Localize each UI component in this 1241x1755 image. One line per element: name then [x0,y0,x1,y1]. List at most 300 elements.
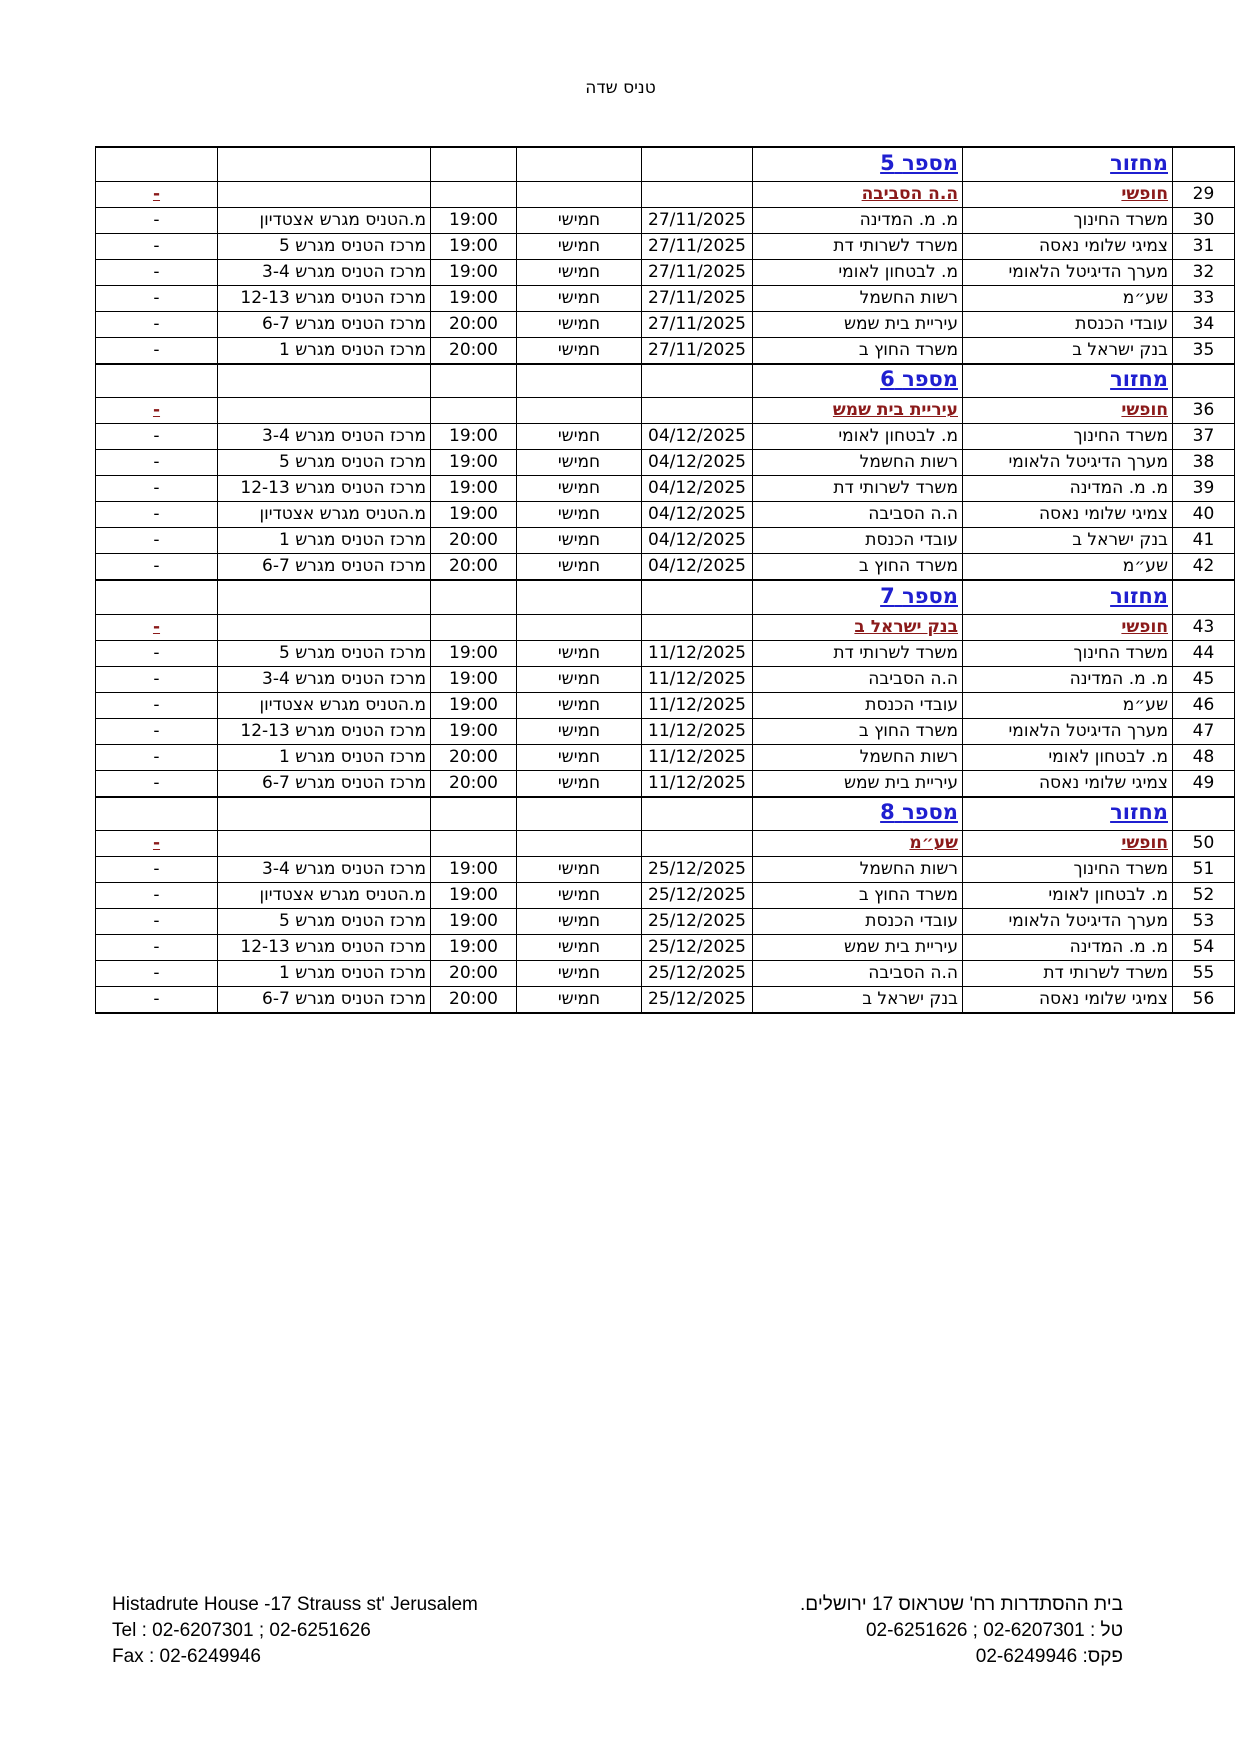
game-date: 04/12/2025 [642,424,753,450]
game-day: חמישי [517,502,642,528]
game-day: חמישי [517,640,642,666]
game-venue: מרכז הטניס מגרש 3-4 [218,857,431,883]
row-number: 29 [1173,181,1235,207]
round-label: מחזור [1110,367,1168,392]
game-away-team: רשות החשמל [753,450,963,476]
game-date: 25/12/2025 [642,935,753,961]
game-result: - [96,770,218,797]
game-day: חמישי [517,666,642,692]
game-date: 04/12/2025 [642,450,753,476]
game-home-team: עובדי הכנסת [963,311,1173,337]
game-result: - [96,744,218,770]
empty-cell [517,364,642,398]
game-time: 19:00 [431,909,517,935]
table-row [96,337,1235,364]
empty-cell [642,147,753,181]
row-number: 53 [1173,909,1235,935]
game-day: חמישי [517,424,642,450]
game-time: 19:00 [431,259,517,285]
empty-cell [96,797,218,831]
table-row [96,961,1235,987]
row-number: 55 [1173,961,1235,987]
game-day: חמישי [517,961,642,987]
table-row [96,770,1235,797]
game-result: - [96,961,218,987]
game-home-team: שע״מ [963,554,1173,581]
game-home-team: משרד החינוך [963,207,1173,233]
game-venue: מרכז הטניס מגרש 1 [218,528,431,554]
footer-address-en: Histadrute House -17 Strauss st' Jerusalem [112,1594,478,1615]
empty-cell [431,147,517,181]
game-away-team: משרד לשרותי דת [753,233,963,259]
game-time: 19:00 [431,424,517,450]
empty-cell [431,614,517,640]
empty-cell [642,364,753,398]
bye-result: - [152,400,161,420]
row-number: 50 [1173,831,1235,857]
row-number: 31 [1173,233,1235,259]
game-date: 27/11/2025 [642,337,753,364]
game-result: - [96,502,218,528]
round-header-row [96,797,1235,831]
empty-cell [1173,147,1235,181]
game-home-team: מערך הדיגיטל הלאומי [963,450,1173,476]
game-day: חמישי [517,476,642,502]
game-away-team: מ. לבטחון לאומי [753,259,963,285]
game-venue: מרכז הטניס מגרש 6-7 [218,770,431,797]
empty-cell [1173,580,1235,614]
game-date: 11/12/2025 [642,718,753,744]
row-number: 49 [1173,770,1235,797]
game-result: - [96,987,218,1014]
game-day: חמישי [517,337,642,364]
empty-cell [431,364,517,398]
empty-cell [431,580,517,614]
game-result: - [96,640,218,666]
game-date: 11/12/2025 [642,692,753,718]
row-number: 37 [1173,424,1235,450]
bye-team: עיריית בית שמש [832,400,958,420]
game-time: 19:00 [431,692,517,718]
row-number: 44 [1173,640,1235,666]
bye-label-cell [963,831,1173,857]
footer-fax-en: Fax : 02-6249946 [112,1646,261,1667]
empty-cell [517,147,642,181]
game-date: 25/12/2025 [642,883,753,909]
game-result: - [96,909,218,935]
bye-team: בנק ישראל ב [854,616,958,637]
game-away-team: עובדי הכנסת [753,692,963,718]
bye-team-cell [753,181,963,207]
game-venue: מרכז הטניס מגרש 5 [218,640,431,666]
round-number [880,584,958,608]
round-number-prefix: מספר [902,367,958,392]
table-row [96,311,1235,337]
row-number: 39 [1173,476,1235,502]
footer-fax-he: פקס: 02-6249946 [975,1646,1123,1667]
game-away-team: מ. מ. המדינה [753,207,963,233]
game-away-team: עיריית בית שמש [753,311,963,337]
game-venue: מרכז הטניס מגרש 12-13 [218,285,431,311]
table-row [96,857,1235,883]
game-date: 11/12/2025 [642,770,753,797]
game-home-team: משרד לשרותי דת [963,961,1173,987]
game-time: 19:00 [431,207,517,233]
game-day: חמישי [517,207,642,233]
game-away-team: רשות החשמל [753,285,963,311]
game-away-team: עובדי הכנסת [753,528,963,554]
game-away-team: רשות החשמל [753,857,963,883]
game-venue: מרכז הטניס מגרש 12-13 [218,718,431,744]
table-row [96,718,1235,744]
game-time: 20:00 [431,961,517,987]
game-result: - [96,666,218,692]
bye-team-cell [753,614,963,640]
footer-tel-he: טל : 02-6207301 ; 02-6251626 [865,1620,1123,1641]
empty-cell [1173,797,1235,831]
table-row [96,502,1235,528]
table-row [96,640,1235,666]
game-home-team: משרד החינוך [963,857,1173,883]
game-time: 20:00 [431,770,517,797]
round-number-value: 7 [880,583,895,608]
game-venue: מרכז הטניס מגרש 3-4 [218,259,431,285]
game-home-team: מ. מ. המדינה [963,476,1173,502]
game-home-team: בנק ישראל ב [963,337,1173,364]
round-number-prefix: מספר [902,800,958,825]
footer-tel-en: Tel : 02-6207301 ; 02-6251626 [112,1620,371,1641]
game-venue: מרכז הטניס מגרש 6-7 [218,311,431,337]
game-home-team: בנק ישראל ב [963,528,1173,554]
game-home-team: צמיגי שלומי נאסה [963,233,1173,259]
game-result: - [96,311,218,337]
empty-cell [642,831,753,857]
game-home-team: משרד החינוך [963,640,1173,666]
game-result: - [96,233,218,259]
game-home-team: צמיגי שלומי נאסה [963,770,1173,797]
row-number: 34 [1173,311,1235,337]
game-home-team: מ. לבטחון לאומי [963,744,1173,770]
table-row [96,424,1235,450]
game-home-team: מ. מ. המדינה [963,935,1173,961]
game-time: 20:00 [431,744,517,770]
game-result: - [96,935,218,961]
game-venue: מרכז הטניס מגרש 1 [218,337,431,364]
game-away-team: משרד החוץ ב [753,718,963,744]
bye-team-cell [753,398,963,424]
round-number-cell [753,797,963,831]
round-header-row [96,364,1235,398]
game-away-team: ה.ה הסביבה [753,961,963,987]
table-row [96,285,1235,311]
game-day: חמישי [517,259,642,285]
empty-cell [642,181,753,207]
bye-label: חופשי [1121,183,1168,204]
round-header-row [96,580,1235,614]
game-day: חמישי [517,450,642,476]
empty-cell [218,364,431,398]
game-time: 19:00 [431,233,517,259]
game-day: חמישי [517,692,642,718]
round-number [880,151,958,175]
game-result: - [96,883,218,909]
game-away-team: משרד החוץ ב [753,554,963,581]
table-row [96,476,1235,502]
empty-cell [1173,364,1235,398]
bye-result-cell [96,398,218,424]
game-home-team: מערך הדיגיטל הלאומי [963,718,1173,744]
page-title: טניס שדה [585,78,656,98]
game-day: חמישי [517,528,642,554]
footer-hebrew [800,1592,1123,1670]
game-time: 19:00 [431,450,517,476]
game-day: חמישי [517,935,642,961]
game-date: 04/12/2025 [642,502,753,528]
game-time: 19:00 [431,476,517,502]
game-day: חמישי [517,233,642,259]
game-result: - [96,424,218,450]
game-home-team: מ. לבטחון לאומי [963,883,1173,909]
table-row [96,883,1235,909]
bye-label: חופשי [1121,833,1168,853]
game-venue: מ.הטניס מגרש אצטדיון [218,883,431,909]
table-row [96,528,1235,554]
game-away-team: משרד החוץ ב [753,337,963,364]
empty-cell [517,181,642,207]
game-venue: מרכז הטניס מגרש 6-7 [218,987,431,1014]
bye-label-cell [963,398,1173,424]
empty-cell [642,398,753,424]
game-away-team: בנק ישראל ב [753,987,963,1014]
game-result: - [96,337,218,364]
row-number: 52 [1173,883,1235,909]
game-day: חמישי [517,285,642,311]
game-date: 04/12/2025 [642,528,753,554]
game-date: 11/12/2025 [642,744,753,770]
bye-team: שע״מ [909,833,958,853]
game-home-team: שע״מ [963,692,1173,718]
game-time: 20:00 [431,528,517,554]
game-time: 19:00 [431,640,517,666]
game-result: - [96,207,218,233]
game-result: - [96,450,218,476]
empty-cell [431,181,517,207]
empty-cell [517,580,642,614]
bye-result: - [152,833,161,853]
bye-result: - [152,183,161,204]
schedule-body [96,147,1235,1013]
empty-cell [431,797,517,831]
game-result: - [96,476,218,502]
game-venue: מרכז הטניס מגרש 12-13 [218,476,431,502]
row-number: 35 [1173,337,1235,364]
table-row [96,987,1235,1014]
game-day: חמישי [517,718,642,744]
game-away-team: עובדי הכנסת [753,909,963,935]
game-result: - [96,554,218,581]
bye-team-cell [753,831,963,857]
game-result: - [96,528,218,554]
row-number: 42 [1173,554,1235,581]
game-date: 04/12/2025 [642,554,753,581]
round-label-cell [963,364,1173,398]
game-day: חמישי [517,744,642,770]
table-row [96,909,1235,935]
footer-address-he: בית ההסתדרות רח' שטראוס 17 ירושלים. [800,1594,1123,1615]
game-time: 20:00 [431,987,517,1014]
empty-cell [517,831,642,857]
game-away-team: מ. לבטחון לאומי [753,424,963,450]
game-venue: מרכז הטניס מגרש 6-7 [218,554,431,581]
game-result: - [96,692,218,718]
empty-cell [431,398,517,424]
game-away-team: עיריית בית שמש [753,770,963,797]
game-home-team: מערך הדיגיטל הלאומי [963,259,1173,285]
table-row [96,207,1235,233]
game-away-team: עיריית בית שמש [753,935,963,961]
bye-result-cell [96,831,218,857]
game-home-team: שע״מ [963,285,1173,311]
game-date: 25/12/2025 [642,909,753,935]
bye-row [96,398,1235,424]
round-label-cell [963,147,1173,181]
round-number [880,800,958,824]
table-row [96,744,1235,770]
game-venue: מ.הטניס מגרש אצטדיון [218,502,431,528]
game-home-team: מערך הדיגיטל הלאומי [963,909,1173,935]
game-venue: מרכז הטניס מגרש 3-4 [218,424,431,450]
empty-cell [517,797,642,831]
row-number: 33 [1173,285,1235,311]
game-home-team: משרד החינוך [963,424,1173,450]
empty-cell [96,364,218,398]
game-day: חמישי [517,857,642,883]
game-away-team: משרד לשרותי דת [753,476,963,502]
empty-cell [642,580,753,614]
game-time: 19:00 [431,935,517,961]
row-number: 36 [1173,398,1235,424]
game-date: 11/12/2025 [642,640,753,666]
game-day: חמישי [517,883,642,909]
row-number: 30 [1173,207,1235,233]
round-number-prefix: מספר [902,583,958,608]
row-number: 56 [1173,987,1235,1014]
row-number: 46 [1173,692,1235,718]
round-number-prefix: מספר [902,150,958,175]
empty-cell [642,614,753,640]
game-home-team: צמיגי שלומי נאסה [963,502,1173,528]
game-venue: מרכז הטניס מגרש 12-13 [218,935,431,961]
round-number-cell [753,364,963,398]
table-row [96,666,1235,692]
empty-cell [218,797,431,831]
round-number-cell [753,147,963,181]
game-date: 25/12/2025 [642,987,753,1014]
bye-team: ה.ה הסביבה [861,183,958,204]
row-number: 32 [1173,259,1235,285]
game-date: 25/12/2025 [642,961,753,987]
table-row [96,554,1235,581]
game-result: - [96,718,218,744]
row-number: 38 [1173,450,1235,476]
game-result: - [96,285,218,311]
game-date: 27/11/2025 [642,285,753,311]
game-away-team: ה.ה הסביבה [753,502,963,528]
game-result: - [96,857,218,883]
game-away-team: משרד לשרותי דת [753,640,963,666]
round-number-value: 8 [880,800,895,825]
schedule-table [95,146,1235,1014]
round-number-cell [753,580,963,614]
round-header-row [96,147,1235,181]
empty-cell [218,147,431,181]
table-row [96,935,1235,961]
game-time: 19:00 [431,857,517,883]
table-row [96,450,1235,476]
game-time: 19:00 [431,883,517,909]
bye-row [96,831,1235,857]
game-venue: מרכז הטניס מגרש 5 [218,233,431,259]
round-number-value: 6 [880,367,895,392]
empty-cell [218,831,431,857]
empty-cell [218,398,431,424]
game-away-team: משרד החוץ ב [753,883,963,909]
row-number: 40 [1173,502,1235,528]
game-date: 27/11/2025 [642,233,753,259]
empty-cell [642,797,753,831]
round-label: מחזור [1110,583,1168,608]
bye-result: - [152,616,161,637]
empty-cell [517,614,642,640]
game-venue: מ.הטניס מגרש אצטדיון [218,207,431,233]
game-venue: מרכז הטניס מגרש 1 [218,961,431,987]
table-row [96,259,1235,285]
game-time: 19:00 [431,718,517,744]
empty-cell [218,614,431,640]
row-number: 41 [1173,528,1235,554]
game-time: 19:00 [431,285,517,311]
table-row [96,692,1235,718]
game-away-team: ה.ה הסביבה [753,666,963,692]
game-venue: מרכז הטניס מגרש 5 [218,450,431,476]
round-number-value: 5 [880,150,895,175]
game-day: חמישי [517,909,642,935]
game-day: חמישי [517,311,642,337]
row-number: 47 [1173,718,1235,744]
row-number: 43 [1173,614,1235,640]
game-day: חמישי [517,554,642,581]
game-date: 11/12/2025 [642,666,753,692]
game-day: חמישי [517,987,642,1014]
footer-english [112,1592,478,1670]
round-label-cell [963,797,1173,831]
game-date: 27/11/2025 [642,311,753,337]
bye-row [96,181,1235,207]
game-date: 25/12/2025 [642,857,753,883]
game-date: 27/11/2025 [642,259,753,285]
table-row [96,233,1235,259]
game-day: חמישי [517,770,642,797]
game-date: 04/12/2025 [642,476,753,502]
game-time: 20:00 [431,311,517,337]
bye-label: חופשי [1121,400,1168,420]
empty-cell [218,181,431,207]
game-date: 27/11/2025 [642,207,753,233]
bye-label-cell [963,614,1173,640]
row-number: 45 [1173,666,1235,692]
bye-label-cell [963,181,1173,207]
game-away-team: רשות החשמל [753,744,963,770]
